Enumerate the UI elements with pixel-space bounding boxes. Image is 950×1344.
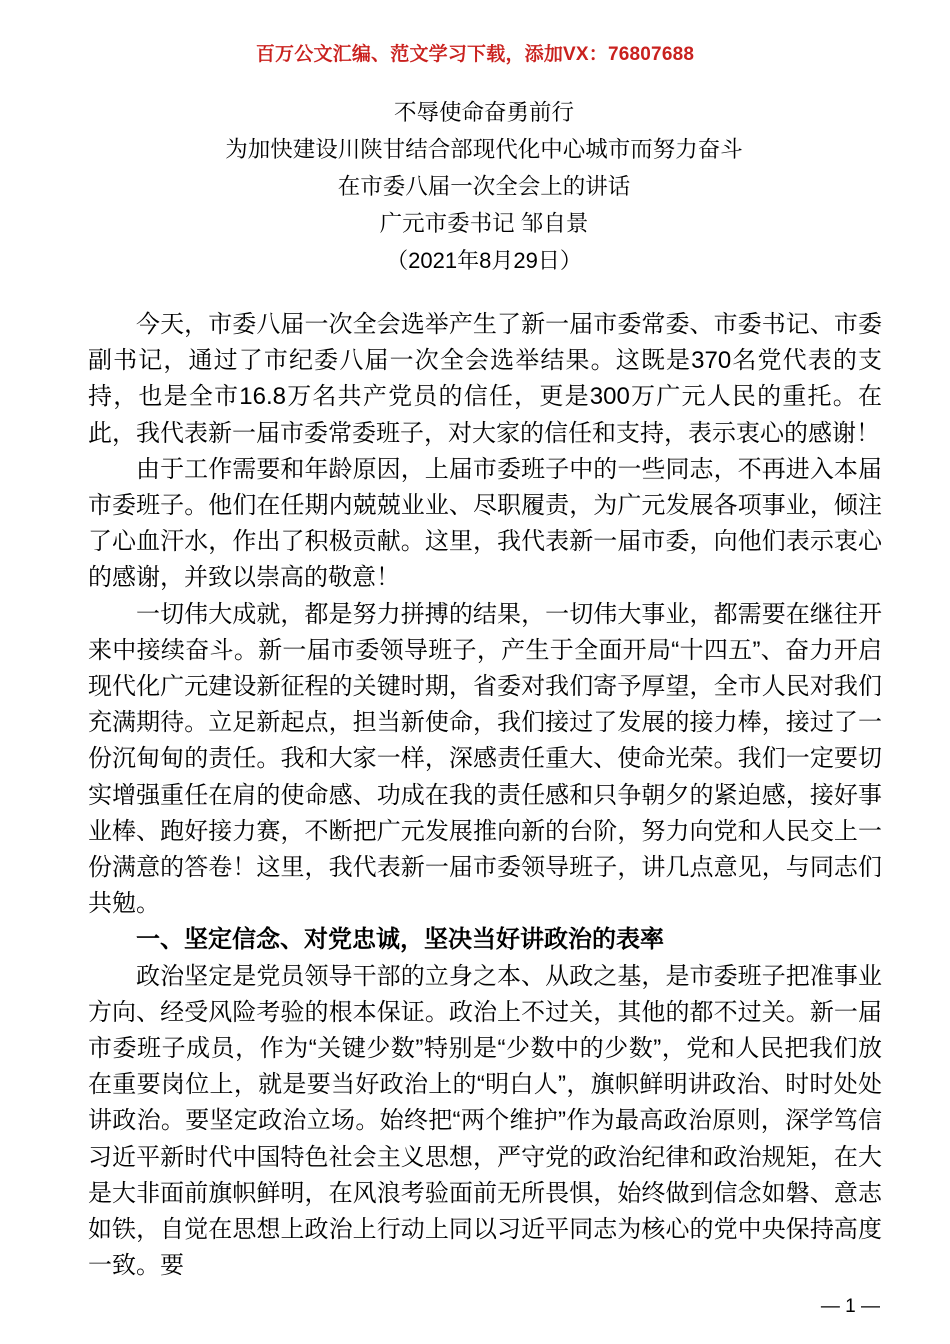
header-watermark: 百万公文汇编、范文学习下载，添加VX：76807688 xyxy=(255,44,695,65)
body-paragraph: 一切伟大成就，都是努力拼搏的结果，一切伟大事业，都需要在继往开来中接续奋斗。新一届市委领导班子，产生于全面开局“十四五”、奋力开启现代化广元建设新征程的关键时期，省委对我们寄予厚望，全市人民对我们充满期待。立足新起点，担当新使命，我们接过了发展的接力棒，接过了一份沉甸甸的责任。我和大家一样，深感责任重大、使命光荣。我们一定要切实增强重任在肩的使命感、功成在我的责任感和只争朝夕的紧迫感，接好事业棒、跑好接力赛，不断把广元发展推向新的台阶，努力向党和人民交上一份满意的答卷！这里，我代表新一届市委领导班子，讲几点意见，与同志们共勉。 xyxy=(88,600,882,918)
section-heading-one: 一、坚定信念、对党忠诚，坚决当好讲政治的表率 xyxy=(136,926,664,954)
title-line-author: 广元市委书记 邹自景 xyxy=(379,211,589,236)
body-paragraph: 由于工作需要和年龄原因，上届市委班子中的一些同志，不再进入本届市委班子。他们在任期内兢兢业业、尽职履责，为广元发展各项事业，倾注了心血汗水，作出了积极贡献。这里，我代表新一届市委，向他们表示衷心的感谢，并致以崇高的敬意！ xyxy=(88,455,882,592)
title-line-occasion: 在市委八届一次全会上的讲话 xyxy=(337,174,631,199)
document-body xyxy=(88,307,882,1284)
body-paragraph: 政治坚定是党员领导干部的立身之本、从政之基，是市委班子把准事业方向、经受风险考验的根本保证。政治上不过关，其他的都不过关。新一届市委班子成员，作为“关键少数”特别是“少数中的少数”，党和人民把我们放在重要岗位上，就是要当好政治上的“明白人”，旗帜鲜明讲政治、时时处处讲政治。要坚定政治立场。始终把“两个维护”作为最高政治原则，深学笃信习近平新时代中国特色社会主义思想，严守党的政治纪律和政治规矩，在大是大非面前旗帜鲜明，在风浪考验面前无所畏惧，始终做到信念如磐、意志如铁，自觉在思想上政治上行动上同以习近平同志为核心的党中央保持高度一致。要 xyxy=(88,962,882,1280)
title-line-date: （2021年8月29日） xyxy=(386,248,582,273)
page-number: — 1 — xyxy=(820,1296,880,1317)
document-title-block xyxy=(88,94,880,279)
title-line-main: 不辱使命奋勇前行 xyxy=(393,100,574,125)
body-paragraph: 今天，市委八届一次全会选举产生了新一届市委常委、市委书记、市委副书记，通过了市纪委八届一次全会选举结果。这既是370名党代表的支持，也是全市16.8万名共产党员的信任，更是300万广元人民的重托。在此，我代表新一届市委常委班子，对大家的信任和支持，表示衷心的感谢！ xyxy=(88,311,882,447)
title-line-subtitle: 为加快建设川陕甘结合部现代化中心城市而努力奋斗 xyxy=(225,137,743,162)
